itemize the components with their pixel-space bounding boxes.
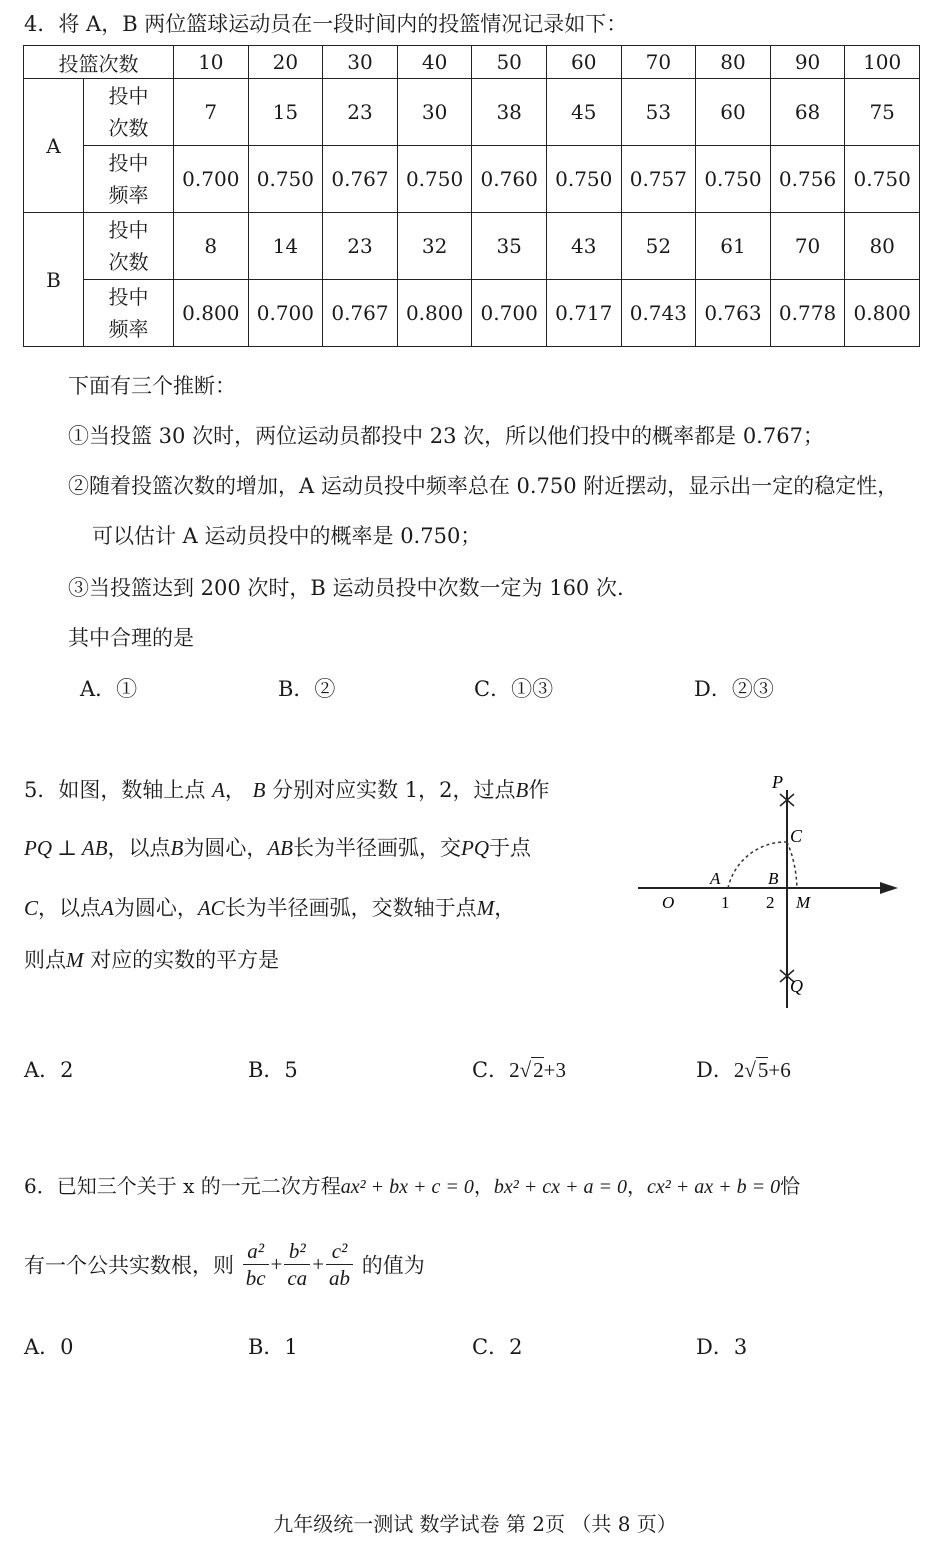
option-tail: +3 (543, 1058, 566, 1082)
q5-segment-ac: AC (197, 896, 225, 920)
table-cell: 32 (397, 213, 472, 280)
q6-option-a[interactable]: A．0 (24, 1335, 74, 1359)
q5-text: 5．如图，数轴上点 (24, 778, 206, 802)
row-label-cell (84, 146, 174, 213)
label-b: B (768, 869, 779, 888)
q5-text: ， (494, 896, 516, 920)
row-label-line: 投中 (108, 84, 149, 108)
option-coef: 2 (509, 1058, 520, 1082)
number-line-figure (630, 770, 900, 1015)
q5-text: 为圆心， (183, 836, 268, 860)
row-label-line: 频率 (108, 317, 149, 341)
q5-point-c: C (24, 896, 39, 920)
table-cell: 0.750 (546, 146, 621, 213)
label-p: P (772, 772, 783, 792)
row-label-cell (84, 79, 174, 146)
table-cell: 0.767 (323, 280, 398, 347)
option-tail: +6 (768, 1058, 791, 1082)
option-label: C． (472, 1058, 510, 1082)
q5-perpendicular-expr: PQ ⊥ AB (24, 836, 108, 860)
table-cell: 45 (546, 79, 621, 146)
q4-statement-2-cont: 可以估计 A 运动员投中的概率是 0.750； (92, 524, 482, 548)
table-cell: 0.800 (397, 280, 472, 347)
table-cell: 0.750 (397, 146, 472, 213)
arc-ac (787, 842, 797, 888)
q5-point-b: B (515, 778, 529, 802)
q6-equation-1: ax² + bx + c = 0 (340, 1176, 474, 1198)
q6-text: 有一个公共实数根，则 (24, 1253, 234, 1278)
table-cell: 0.778 (770, 280, 845, 347)
table-cell: 0.700 (174, 146, 249, 213)
label-two: 2 (766, 893, 775, 912)
q4-option-a[interactable]: A．① (80, 677, 138, 701)
fraction-b2-ca: $\frac{\text{b²}}{ca}$ (284, 1238, 310, 1291)
q5-text: 分别对应实数 1，2，过点 (272, 778, 516, 802)
table-cell: 23 (323, 79, 398, 146)
q5-text: 长为半径画弧，交 (293, 836, 462, 860)
q4-statement-2: ②随着投篮次数的增加，A 运动员投中频率总在 0.750 附近摆动，显示出一定的稳定性， (68, 474, 899, 498)
q6-option-d[interactable]: D．3 (696, 1335, 748, 1359)
table-cell: 43 (546, 213, 621, 280)
page-footer: 九年级统一测试 数学试卷 第 2页 （共 8 页） (273, 1512, 677, 1536)
q5-point-m: M (476, 896, 495, 920)
q6-text: 恰 (780, 1174, 801, 1198)
q6-line-2 (24, 1238, 425, 1291)
table-cell: 0.763 (696, 280, 771, 347)
table-cell: 8 (174, 213, 249, 280)
plus-sign: + (312, 1252, 325, 1276)
row-label-line: 频率 (108, 183, 149, 207)
table-header-cell: 10 (174, 46, 249, 79)
table-cell: 80 (845, 213, 920, 280)
table-cell: 0.700 (248, 280, 323, 347)
q5-text: ，以点 (107, 836, 171, 860)
q4-question: 其中合理的是 (68, 626, 194, 650)
table-cell: 52 (621, 213, 696, 280)
table-cell: 7 (174, 79, 249, 146)
option-coef: 2 (733, 1058, 745, 1082)
q6-option-b[interactable]: B．1 (248, 1335, 298, 1359)
table-cell: 14 (248, 213, 323, 280)
q6-text: 6．已知三个关于 x 的一元二次方程 (24, 1174, 341, 1198)
table-cell: 0.800 (174, 280, 249, 347)
axis-arrow-icon (880, 882, 898, 894)
row-label-line: 投中 (108, 218, 149, 242)
q5-text: 则点 (24, 948, 66, 972)
q5-text: ， (224, 778, 246, 802)
q5-point-m: M (66, 948, 84, 972)
table-corner-cell: 投篮次数 (24, 46, 174, 79)
q5-option-b[interactable]: B．5 (248, 1058, 298, 1082)
q5-point-b: B (252, 778, 266, 802)
table-cell: 38 (472, 79, 547, 146)
table-row-b-made (24, 213, 920, 280)
table-cell: 0.757 (621, 146, 696, 213)
table-cell: 0.756 (770, 146, 845, 213)
q5-text: 作 (528, 778, 550, 802)
q4-option-c[interactable]: C．①③ (474, 677, 554, 701)
q4-title: 4．将 A，B 两位篮球运动员在一段时间内的投篮情况记录如下： (24, 12, 628, 36)
row-label-cell (84, 280, 174, 347)
table-cell: 0.743 (621, 280, 696, 347)
table-header-cell: 60 (546, 46, 621, 79)
fraction-a2-bc: $\frac{\text{a²}}{bc}$ (243, 1238, 269, 1291)
label-o: O (662, 893, 675, 912)
table-row-a-freq (24, 146, 920, 213)
q4-intro: 下面有三个推断： (68, 374, 236, 398)
q5-option-a[interactable]: A．2 (24, 1058, 74, 1082)
table-cell: 0.800 (845, 280, 920, 347)
q4-statement-1: ①当投篮 30 次时，两位运动员都投中 23 次，所以他们投中的概率都是 0.767； (68, 424, 824, 448)
row-label-line: 投中 (108, 151, 149, 175)
q6-line-1 (24, 1170, 800, 1199)
table-header-cell: 50 (472, 46, 547, 79)
option-label: D． (696, 1058, 734, 1082)
table-row-b-freq (24, 280, 920, 347)
row-label-line: 次数 (108, 250, 149, 274)
q6-text: 的值为 (361, 1253, 425, 1278)
table-header-cell: 90 (770, 46, 845, 79)
q6-text: ， (473, 1174, 494, 1198)
q5-line-pq: PQ (461, 836, 490, 860)
table-cell: 0.767 (323, 146, 398, 213)
q6-equation-2: bx² + cx + a = 0 (493, 1176, 627, 1198)
table-header-cell: 70 (621, 46, 696, 79)
table-cell: 61 (696, 213, 771, 280)
q5-segment-ab: AB (267, 836, 294, 860)
q5-line-3 (24, 892, 515, 922)
player-a-cell: A (24, 79, 84, 213)
q5-option-c[interactable]: C．2√2+3 (472, 1058, 566, 1082)
row-label-cell (84, 213, 174, 280)
q5-option-d[interactable]: D．2√5+6 (696, 1058, 791, 1082)
table-cell: 23 (323, 213, 398, 280)
table-cell: 0.750 (248, 146, 323, 213)
table-cell: 60 (696, 79, 771, 146)
table-cell: 53 (621, 79, 696, 146)
table-cell: 0.700 (472, 280, 547, 347)
q5-text: 为圆心， (113, 896, 198, 920)
table-cell: 0.750 (845, 146, 920, 213)
table-header-cell: 30 (323, 46, 398, 79)
q5-text: ，以点 (38, 896, 102, 920)
q4-option-d[interactable]: D．②③ (694, 677, 774, 701)
option-radicand: 2 (533, 1058, 544, 1082)
table-row-a-made (24, 79, 920, 146)
label-one: 1 (721, 893, 730, 912)
table-header-cell: 40 (397, 46, 472, 79)
q5-point-b: B (170, 836, 184, 860)
table-cell: 0.760 (472, 146, 547, 213)
table-header-cell: 100 (845, 46, 920, 79)
label-q: Q (790, 976, 803, 996)
fraction-c2-ab: $\frac{\text{c²}}{ab}$ (326, 1238, 353, 1291)
row-label-line: 次数 (108, 116, 149, 140)
q6-text: ， (626, 1174, 647, 1198)
option-radicand: 5 (757, 1058, 769, 1082)
q5-line-1 (24, 774, 549, 804)
table-cell: 15 (248, 79, 323, 146)
q5-text: 于点 (489, 836, 532, 860)
table-cell: 0.750 (696, 146, 771, 213)
q4-statement-3: ③当投篮达到 200 次时，B 运动员投中次数一定为 160 次. (68, 576, 624, 600)
table-cell: 0.717 (546, 280, 621, 347)
table-cell: 35 (472, 213, 547, 280)
label-m: M (796, 893, 811, 912)
table-cell: 75 (845, 79, 920, 146)
table-header-row (24, 46, 920, 79)
table-cell: 30 (397, 79, 472, 146)
q5-line-4 (24, 944, 279, 974)
q6-option-c[interactable]: C．2 (472, 1335, 523, 1359)
player-b-cell: B (24, 213, 84, 347)
q5-point-a: A (212, 778, 225, 802)
q5-text: 长为半径画弧，交数轴于点 (224, 896, 477, 920)
table-cell: 68 (770, 79, 845, 146)
table-cell: 70 (770, 213, 845, 280)
shooting-table (23, 45, 920, 347)
q5-line-2 (24, 832, 531, 862)
table-header-cell: 20 (248, 46, 323, 79)
row-label-line: 投中 (108, 285, 149, 309)
q4-option-b[interactable]: B．② (278, 677, 336, 701)
plus-sign: + (270, 1252, 283, 1276)
label-c: C (790, 826, 803, 846)
q5-text: 对应的实数的平方是 (90, 948, 280, 972)
table-header-cell: 80 (696, 46, 771, 79)
q6-equation-3: cx² + ax + b = 0 (646, 1176, 781, 1198)
q5-point-a: A (101, 896, 114, 920)
label-a: A (710, 869, 721, 888)
